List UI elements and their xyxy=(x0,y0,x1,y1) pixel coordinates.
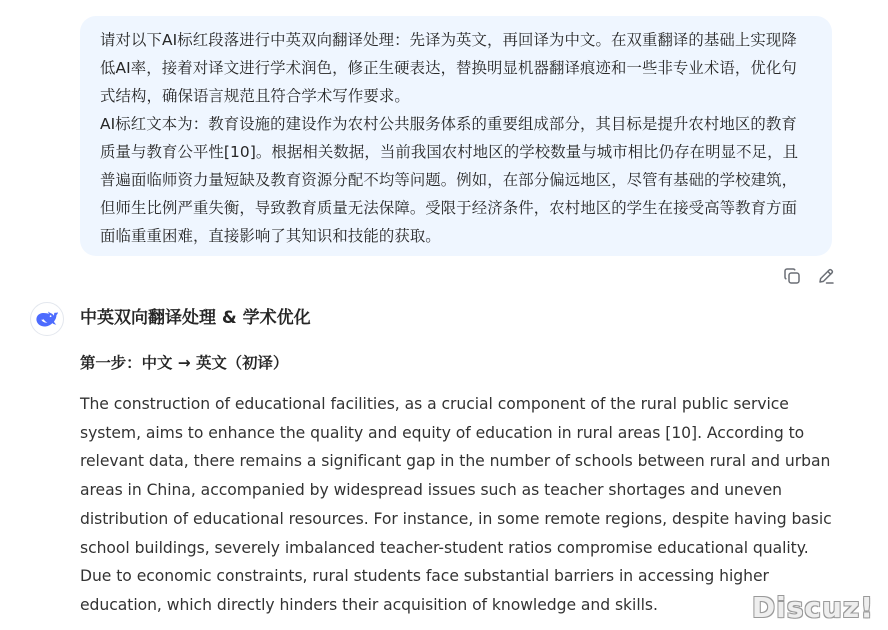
message-actions xyxy=(782,266,836,286)
user-prompt-text: 请对以下AI标红段落进行中英双向翻译处理：先译为英文，再回译为中文。在双重翻译的基础上实现降低AI率，接着对译文进行学术润色，修正生硬表达，替换明显机器翻译痕迹和一些非专业术语，优化句式结构，确保语言规范且符合学术写作要求。 xyxy=(100,31,797,105)
discuz-watermark: Discuz! xyxy=(751,591,874,624)
edit-icon xyxy=(817,267,835,285)
user-message-bubble xyxy=(80,16,832,256)
step1-translation-text: The construction of educational facilities, as a crucial component of the rural public service system, aims to enhance the quality and equity of education in rural areas [10]. According to relevant data, there remains a significant gap in the number of schools between rural and urban areas in China, accompanied by widespread issues such as teacher shortages and uneven distribution of educational resources. For instance, in some remote regions, despite having basic school buildings, severely imbalanced teacher-student ratios compromise educational quality. Due to economic constraints, rural students face substantial barriers in accessing higher education, which directly hinders their acquisition of knowledge and skills. xyxy=(80,395,832,614)
assistant-answer xyxy=(80,304,840,620)
copy-button[interactable] xyxy=(782,266,802,286)
answer-title: 中英双向翻译处理 & 学术优化 xyxy=(80,308,311,328)
assistant-avatar xyxy=(30,302,64,336)
copy-icon xyxy=(783,267,801,285)
user-source-text: AI标红文本为：教育设施的建设作为农村公共服务体系的重要组成部分，其目标是提升农村地区的教育质量与教育公平性[10]。根据相关数据，当前我国农村地区的学校数量与城市相比仍存在明显不足，且普遍面临师资力量短缺及教育资源分配不均等问题。例如，在部分偏远地区，尽管有基础的学校建筑，但师生比例严重失衡，导致教育质量无法保障。受限于经济条件，农村地区的学生在接受高等教育方面面临重重困难，直接影响了其知识和技能的获取。 xyxy=(100,115,799,245)
step1-heading: 第一步：中文 → 英文（初译） xyxy=(80,354,289,372)
edit-button[interactable] xyxy=(816,266,836,286)
whale-logo-icon xyxy=(35,309,59,329)
